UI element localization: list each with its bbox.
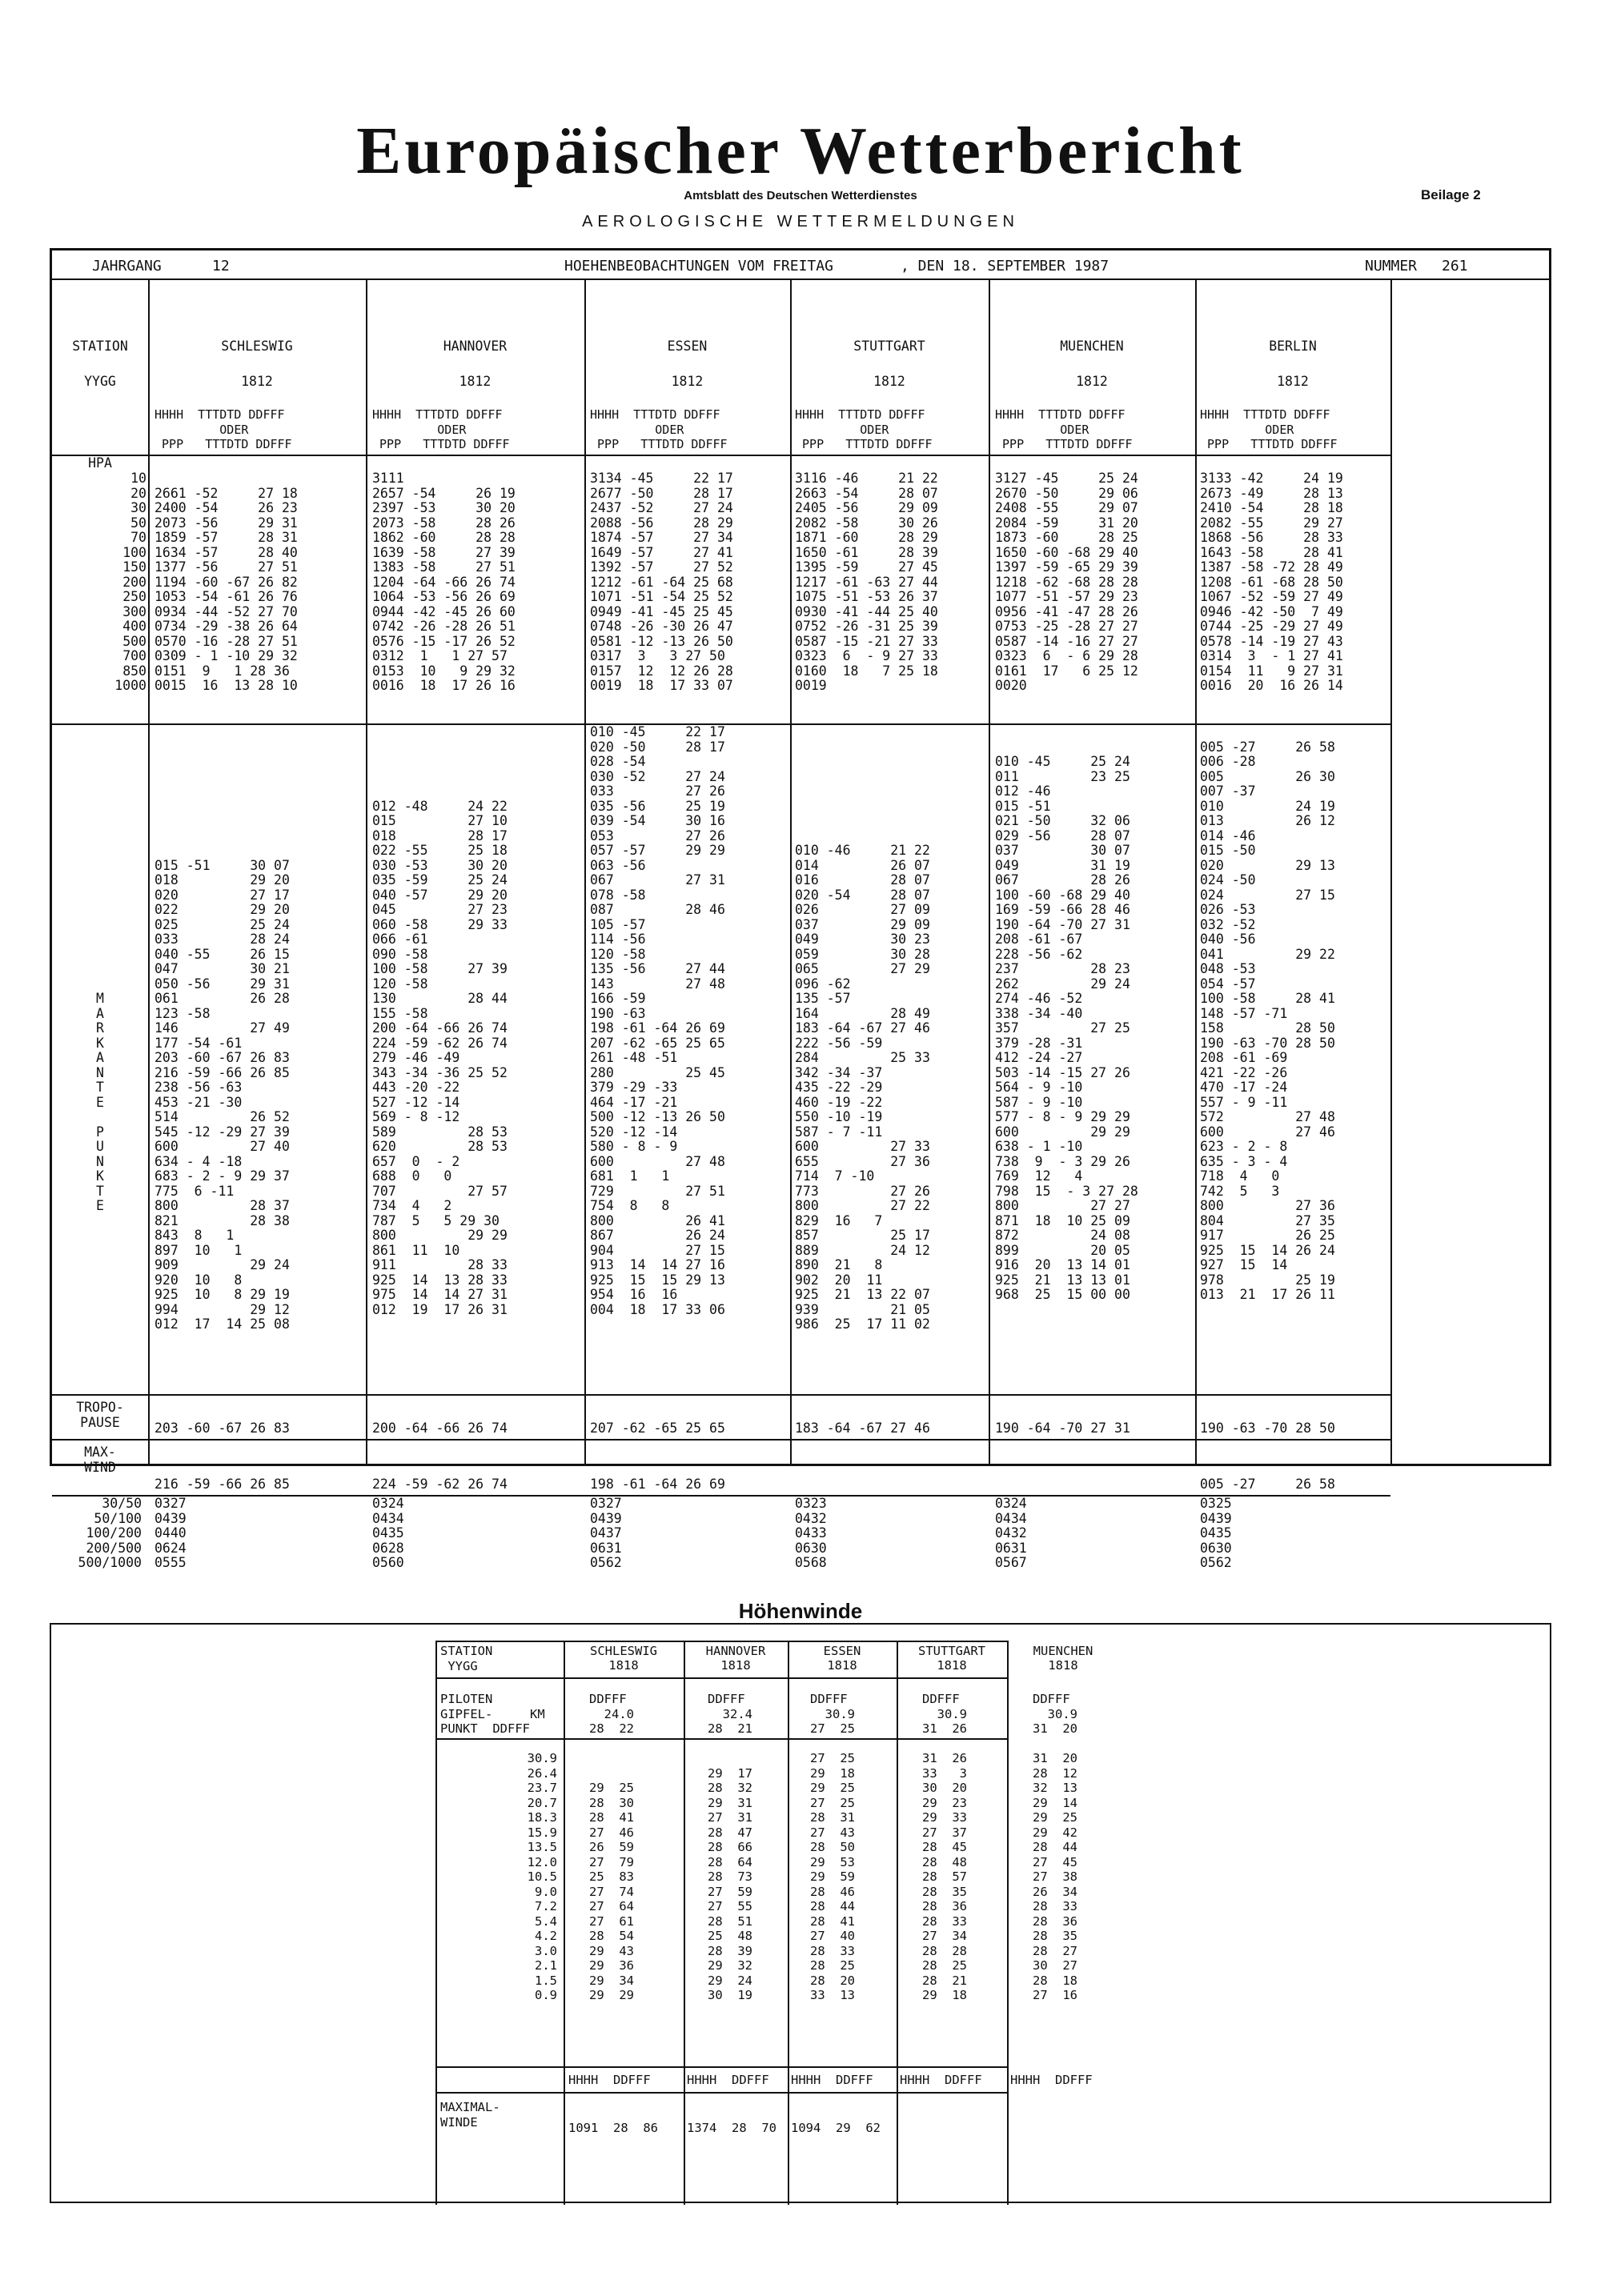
tropopause-data: 190 -63 -70 28 50	[1200, 1420, 1335, 1436]
station-yygg: 1812	[873, 374, 905, 389]
hw-col-head: HHHH DDFFF	[900, 2073, 982, 2087]
hw-maxwind-data: 1374 28 70	[687, 2121, 776, 2135]
standard-levels-data: 3134 -45 22 17 2677 -50 28 17 2437 -52 27 24 2088 -56 28 29 1874 -57 27 34 1649 -57 27 41 1392 -57 27 52 1212 -61 -64 25 68 1071 -51 -54 25 52 0949 -41 -45 25 45 0748 -26 -30 26 47 0581 -12 -13 26 50 0317 3 3 27 50 0157 12 12 26 28 0019 18 17 33 07	[590, 471, 733, 693]
hw-col-head: HHHH DDFFF	[568, 2073, 651, 2087]
hw-piloten-data: DDFFF 30.9 31 26	[922, 1692, 967, 1736]
tropopause-data: 207 -62 -65 25 65	[590, 1420, 725, 1436]
thickness-data: 0325 0439 0435 0630 0562	[1200, 1496, 1232, 1570]
station-yygg: 1812	[671, 374, 704, 389]
thickness-data: 0324 0434 0432 0631 0567	[995, 1496, 1027, 1570]
number-value: 261	[1442, 258, 1468, 274]
station-name-berlin: BERLIN	[1269, 339, 1317, 354]
station-yygg: 1812	[1277, 374, 1309, 389]
column-header: HHHH TTTDTD DDFFF ODER PPP TTTDTD DDFFF	[590, 407, 728, 451]
significant-points-data: 010 -45 22 17 020 -50 28 17 028 -54 030 -52 27 24 033 27 26 035 -56 25 19 039 -54 30 16 053 27 26 057 -57 29 29 063 -56 067 27 31 078 -58 087 28 46 105 -57 114 -56 120 -58 135 -56 27 44 143 27 48 166 -59 190 -63 198 -61 -64 26 69 207 -62 -65 25 65 261 -48 -51 280 25 45 379 -29 -33 464 -17 -21 500 -12 -13 26 50 520 -12 -14 580 - 8 - 9 600 27 48 681 1 1 729 27 51 754 8 8 800 26 41 867 26 24 904 27 15 913 14 14 27 16 925 15 15 29 13 954 16 16 004 18 17 33 06	[590, 724, 725, 1317]
hw-wind-data: 31 20 28 12 32 13 29 14 29 25 29 42 28 44 27 45 27 38 26 34 28 33 28 36 28 35 28 27 30 27 28 18 27 16	[1033, 1751, 1077, 2002]
standard-levels-data: 3133 -42 24 19 2673 -49 28 13 2410 -54 28 18 2082 -55 29 27 1868 -56 28 33 1643 -58 28 41 1387 -58 -72 28 49 1208 -61 -68 28 50 1067 -52 -59 27 49 0946 -42 -50 7 49 0744 -25 -29 27 49 0578 -14 -19 27 43 0314 3 - 1 27 41 0154 11 9 27 31 0016 20 16 26 14	[1200, 471, 1343, 693]
column-header: HHHH TTTDTD DDFFF ODER PPP TTTDTD DDFFF	[1200, 407, 1338, 451]
section-heading: AEROLOGISCHE WETTERMELDUNGEN	[582, 213, 1019, 230]
thickness-data: 0327 0439 0437 0631 0562	[590, 1496, 622, 1570]
hw-wind-data: 27 25 29 18 29 25 27 25 28 31 27 43 28 50 29 53 29 59 28 46 28 44 28 41 27 40 28 33 28 25 28 20 33 13	[810, 1751, 855, 2002]
standard-levels-data: 2661 -52 27 18 2400 -54 26 23 2073 -56 29 31 1859 -57 28 31 1634 -57 28 40 1377 -56 27 51 1194 -60 -67 26 82 1053 -54 -61 26 76 0934 -44 -52 27 70 0734 -29 -38 26 64 0570 -16 -28 27 51 0309 - 1 -10 29 32 0151 9 1 28 36 0015 16 13 28 10	[154, 485, 298, 693]
station-label: STATION	[72, 339, 128, 354]
station-name-essen: ESSEN	[667, 339, 708, 354]
thickness-data: 0323 0432 0433 0630 0568	[795, 1496, 827, 1570]
number-label: NUMMER	[1365, 258, 1418, 274]
hw-wind-data: 29 25 28 30 28 41 27 46 26 59 27 79 25 83 27 74 27 64 27 61 28 54 29 43 29 36 29 34 29 29	[589, 1781, 634, 2002]
thickness-label: 30/50 50/100 100/200 200/500 500/1000	[78, 1496, 142, 1570]
observation-text: HOEHENBEOBACHTUNGEN VOM FREITAG	[564, 258, 833, 274]
standard-levels-data: 3111 2657 -54 26 19 2397 -53 30 20 2073 -58 28 26 1862 -60 28 28 1639 -58 27 39 1383 -58 27 51 1204 -64 -66 26 74 1064 -53 -56 26 69 0944 -42 -45 26 60 0742 -26 -28 26 51 0576 -15 -17 26 52 0312 1 1 27 57 0153 10 9 29 32 0016 18 17 26 16	[372, 471, 516, 693]
hw-wind-data: 29 17 28 32 29 31 27 31 28 47 28 66 28 64 28 73 27 59 27 55 28 51 25 48 28 39 29 32 29 24 30 19	[708, 1765, 752, 2002]
maxwind-label: MAX- WIND	[84, 1445, 116, 1475]
pressure-levels: 10 20 30 50 70 100 150 200 250 300 400 500 700 850 1000	[114, 471, 146, 693]
hw-maxwind-label: MAXIMAL- WINDE	[440, 2100, 500, 2130]
station-name-muenchen: MUENCHEN	[1060, 339, 1124, 354]
publisher-subtitle: Amtsblatt des Deutschen Wetterdienstes	[684, 189, 917, 202]
hw-station-muenchen: MUENCHEN	[1033, 1644, 1093, 1658]
hw-station-essen: ESSEN	[823, 1644, 861, 1658]
hw-col-head: HHHH DDFFF	[791, 2073, 873, 2087]
column-header: HHHH TTTDTD DDFFF ODER PPP TTTDTD DDFFF	[372, 407, 510, 451]
station-yygg: 1812	[459, 374, 492, 389]
tropopause-data: 190 -64 -70 27 31	[995, 1420, 1130, 1436]
hw-station-stuttgart: STUTTGART	[918, 1644, 985, 1658]
station-name-schleswig: SCHLESWIG	[221, 339, 293, 354]
hw-station-yygg: 1818	[608, 1658, 639, 1673]
hw-station-yygg: 1818	[720, 1658, 751, 1673]
issue-info-bar	[50, 248, 1551, 280]
hw-station-yygg: 1818	[1048, 1658, 1078, 1673]
yygg-label: YYGG	[84, 374, 116, 389]
tropopause-data: 183 -64 -67 27 46	[795, 1420, 930, 1436]
significant-points-data: 005 -27 26 58 006 -28 005 26 30 007 -37 010 24 19 013 26 12 014 -46 015 -50 020 29 13 024 -50 024 27 15 026 -53 032 -52 040 -56 041 29 22 048 -53 054 -57 100 -58 28 41 148 -57 -71 158 28 50 190 -63 -70 28 50 208 -61 -69 421 -22 -26 470 -17 -24 557 - 9 -11 572 27 48 600 27 46 623 - 2 - 8 635 - 3 - 4 718 4 0 742 5 3 800 27 36 804 27 35 917 26 25 925 15 14 26 24 927 15 14 978 25 19 013 21 17 26 11	[1200, 739, 1335, 1302]
station-name-hannover: HANNOVER	[443, 339, 508, 354]
significant-points-data: 010 -46 21 22 014 26 07 016 28 07 020 -54 28 07 026 27 09 037 29 09 049 30 23 059 30 28 065 27 29 096 -62 135 -57 164 28 49 183 -64 -67 27 46 222 -56 -59 284 25 33 342 -34 -37 435 -22 -29 460 -19 -22 550 -10 -19 587 - 7 -11 600 27 33 655 27 36 714 7 -10 773 27 26 800 27 22 829 16 7 857 25 17 889 24 12 890 21 8 902 20 11 925 21 13 22 07 939 21 05 986 25 17 11 02	[795, 843, 930, 1332]
hw-piloten-data: DDFFF 32.4 28 21	[708, 1692, 752, 1736]
hw-levels: 30.9 26.4 23.7 20.7 18.3 15.9 13.5 12.0 10.5 9.0 7.2 5.4 4.2 3.0 2.1 1.5 0.9	[527, 1751, 557, 2002]
hw-maxwind-data: 1094 29 62	[791, 2121, 881, 2135]
column-header: HHHH TTTDTD DDFFF ODER PPP TTTDTD DDFFF	[995, 407, 1133, 451]
aerological-table	[50, 278, 1551, 1570]
hw-piloten-data: DDFFF 30.9 31 20	[1033, 1692, 1077, 1736]
tropopause-data: 203 -60 -67 26 83	[154, 1420, 290, 1436]
maxwind-data: 005 -27 26 58	[1200, 1477, 1335, 1492]
hw-piloten-data: DDFFF 30.9 27 25	[810, 1692, 855, 1736]
jahrgang-value: 12	[212, 258, 230, 274]
jahrgang-label: JAHRGANG	[92, 258, 162, 274]
maxwind-data: 198 -61 -64 26 69	[590, 1477, 725, 1492]
hw-piloten-data: DDFFF 24.0 28 22	[589, 1692, 634, 1736]
significant-points-label: M A R K A N T E P U N K T E	[96, 991, 104, 1213]
hw-station-hannover: HANNOVER	[705, 1644, 766, 1658]
significant-points-data: 015 -51 30 07 018 29 20 020 27 17 022 29 20 025 25 24 033 28 24 040 -55 26 15 047 30 21 050 -56 29 31 061 26 28 123 -58 146 27 49 177 -54 -61 203 -60 -67 26 83 216 -59 -66 26 85 238 -56 -63 453 -21 -30 514 26 52 545 -12 -29 27 39 600 27 40 634 - 4 -18 683 - 2 - 9 29 37 775 6 -11 800 28 37 821 28 38 843 8 1 897 10 1 909 29 24 920 10 8 925 10 8 29 19 994 29 12 012 17 14 25 08	[154, 857, 290, 1332]
issue-date: , DEN 18. SEPTEMBER 1987	[901, 258, 1109, 274]
hw-piloten-label: PILOTEN GIPFEL- KM PUNKT DDFFF	[440, 1692, 545, 1736]
significant-points-data: 012 -48 24 22 015 27 10 018 28 17 022 -55 25 18 030 -53 30 20 035 -59 25 24 040 -57 29 20 045 27 23 060 -58 29 33 066 -61 090 -58 100 -58 27 39 120 -58 130 28 44 155 -58 200 -64 -66 26 74 224 -59 -62 26 74 279 -46 -49 343 -34 -36 25 52 443 -20 -22 527 -12 -14 569 - 8 -12 589 28 53 620 28 53 657 0 - 2 688 0 0 707 27 57 734 4 2 787 5 5 29 30 800 29 29 861 11 10 911 28 33 925 14 13 28 33 975 14 14 27 31 012 19 17 26 31	[372, 798, 508, 1317]
hw-station-yygg: 1818	[827, 1658, 857, 1673]
hw-station-yygg: 1818	[937, 1658, 967, 1673]
standard-levels-data: 3127 -45 25 24 2670 -50 29 06 2408 -55 29 07 2084 -59 31 20 1873 -60 28 25 1650 -60 -68 29 40 1397 -59 -65 29 39 1218 -62 -68 28 28 1077 -51 -57 29 23 0956 -41 -47 28 26 0753 -25 -28 27 27 0587 -14 -16 27 27 0323 6 - 6 29 28 0161 17 6 25 12 0020	[995, 471, 1138, 693]
hw-col-head: HHHH DDFFF	[1010, 2073, 1093, 2087]
hw-maxwind-data: 1091 28 86	[568, 2121, 658, 2135]
station-yygg: 1812	[1076, 374, 1108, 389]
newspaper-title: Europäischer Wetterbericht	[356, 114, 1245, 188]
hoehenwinde-table	[50, 1623, 1551, 2203]
tropopause-label: TROPO- PAUSE	[76, 1400, 124, 1430]
hw-wind-data: 31 26 33 3 30 20 29 23 29 33 27 37 28 45 28 48 28 57 28 35 28 36 28 33 27 34 28 28 28 25 28 21 29 18	[922, 1751, 967, 2002]
standard-levels-data: 3116 -46 21 22 2663 -54 28 07 2405 -56 29 09 2082 -58 30 26 1871 -60 28 29 1650 -61 28 39 1395 -59 27 45 1217 -61 -63 27 44 1075 -51 -53 26 37 0930 -41 -44 25 40 0752 -26 -31 25 39 0587 -15 -21 27 33 0323 6 - 9 27 33 0160 18 7 25 18 0019	[795, 471, 938, 693]
significant-points-data: 010 -45 25 24 011 23 25 012 -46 015 -51 021 -50 32 06 029 -56 28 07 037 30 07 049 31 19 067 28 26 100 -60 -68 29 40 169 -59 -66 28 46 190 -64 -70 27 31 208 -61 -67 228 -56 -62 237 28 23 262 29 24 274 -46 -52 338 -34 -40 357 27 25 379 -28 -31 412 -24 -27 503 -14 -15 27 26 564 - 9 -10 587 - 9 -10 577 - 8 - 9 29 29 600 29 29 638 - 1 -10 738 9 - 3 29 26 769 12 4 798 15 - 3 27 28 800 27 27 871 18 10 25 09 872 24 08 899 20 05 916 20 13 14 01 925 21 13 13 01 968 25 15 00 00	[995, 754, 1138, 1302]
column-header: HHHH TTTDTD DDFFF ODER PPP TTTDTD DDFFF	[154, 407, 292, 451]
hw-station-label: STATION YYGG	[440, 1644, 493, 1673]
station-yygg: 1812	[241, 374, 273, 389]
thickness-data: 0327 0439 0440 0624 0555	[154, 1496, 187, 1570]
column-header: HHHH TTTDTD DDFFF ODER PPP TTTDTD DDFFF	[795, 407, 933, 451]
maxwind-data: 216 -59 -66 26 85	[154, 1477, 290, 1492]
hpa-label: HPA	[88, 455, 112, 471]
hoehenwinde-title: Höhenwinde	[738, 1599, 863, 1623]
station-name-stuttgart: STUTTGART	[853, 339, 925, 354]
hw-station-schleswig: SCHLESWIG	[590, 1644, 657, 1658]
maxwind-data: 224 -59 -62 26 74	[372, 1477, 508, 1492]
supplement-label: Beilage 2	[1421, 187, 1481, 202]
thickness-data: 0324 0434 0435 0628 0560	[372, 1496, 404, 1570]
tropopause-data: 200 -64 -66 26 74	[372, 1420, 508, 1436]
hw-col-head: HHHH DDFFF	[687, 2073, 769, 2087]
